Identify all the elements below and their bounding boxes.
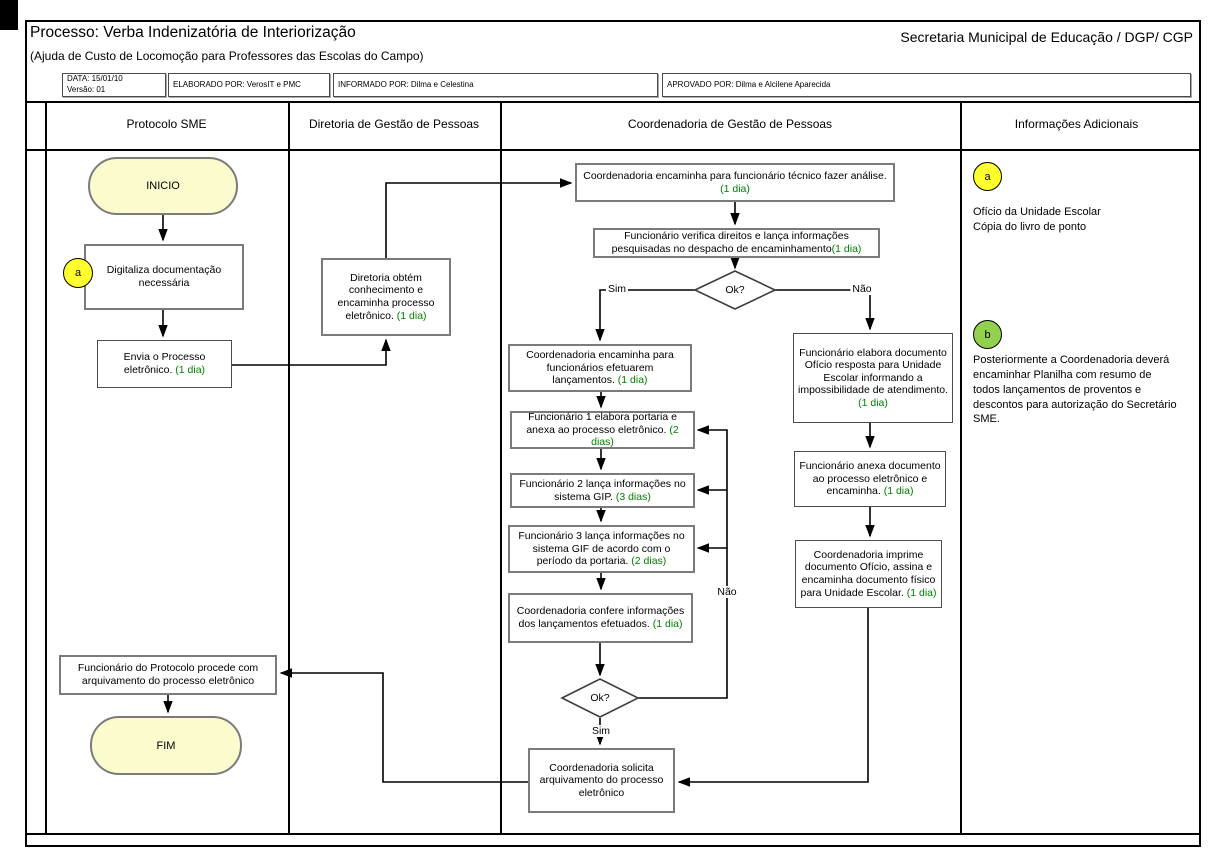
badge-a-digitaliza-label: a <box>74 267 82 279</box>
process-solicita-arquivamento <box>528 748 675 813</box>
connector-envia-diretoria <box>232 340 386 365</box>
process-encaminha-tecnico <box>575 163 895 202</box>
meta-date: DATA: 15/01/10 <box>67 74 123 84</box>
process-digitaliza <box>84 244 244 310</box>
organization-title: Secretaria Municipal de Educação / DGP/ CGP <box>900 29 1193 45</box>
edge-label-nao2: Não <box>717 586 737 598</box>
process-func1-portaria-label: Funcionário 1 elabora portaria e anexa ao processo eletrônico. (2 dias) <box>526 411 679 449</box>
duration-label: (1 dia) <box>858 396 888 409</box>
process-envia-label: Envia o Processo eletrônico. (1 dia) <box>123 351 206 376</box>
lane-header-protocolo: Protocolo SME <box>126 117 207 131</box>
meta-elaborado: ELABORADO POR: VerosIT e PMC <box>168 73 330 97</box>
annotation-a-line2: Cópia do livro de ponto <box>973 220 1087 233</box>
decision-ok2-label: Ok? <box>590 692 610 704</box>
meta-aprovado: APROVADO POR: Dilma e Alcilene Aparecida <box>662 73 1191 97</box>
edge-label-sim2: Sim <box>591 725 611 737</box>
process-encaminha-tecnico-label: Coordenadoria encaminha para funcionário técnico fazer análise. (1 dia) <box>583 169 887 195</box>
process-confere <box>508 593 693 643</box>
process-elabora-oficio-label: Funcionário elabora documento Ofício resposta para Unidade Escolar informando a impossibilidade de atendimento. (1 dia) <box>798 346 949 409</box>
process-digitaliza-label: Digitaliza documentação necessária <box>106 264 222 289</box>
duration-label: (1 dia) <box>906 586 937 599</box>
process-protocolo-arquiva-label: Funcionário do Protocolo procede com arquivamento do processo eletrônico <box>77 662 259 687</box>
connector-ok1-sim <box>600 290 695 340</box>
duration-label: (1 dia) <box>617 374 648 387</box>
annotation-a-text <box>973 205 1183 235</box>
annotation-b-text: Posteriormente a Coordenadoria deverá encaminhar Planilha com resumo de todos lançamentos de proventos e descontos para autorização do Secretário SME. <box>973 354 1177 426</box>
duration-label: (2 dias) <box>631 555 667 568</box>
lane-header-diretoria: Diretoria de Gestão de Pessoas <box>308 117 480 131</box>
badge-a-annotation <box>973 162 1002 191</box>
process-verifica-direitos-label: Funcionário verifica direitos e lança informações pesquisadas no despacho de encaminhamento(1 dia) <box>611 230 862 255</box>
edge-label-nao1: Não <box>852 283 872 295</box>
process-protocolo-arquiva <box>59 655 277 695</box>
process-encaminha-lancamentos <box>508 344 692 392</box>
duration-label: (1 dia) <box>652 618 683 630</box>
process-diretoria-obtem-label: Diretoria obtém conhecimento e encaminha processo eletrônico. (1 dia) <box>337 271 435 322</box>
duration-label: (3 dias) <box>615 490 651 503</box>
duration-label: (2 dias) <box>591 423 679 449</box>
connector-imprime-solicita <box>679 608 868 782</box>
process-imprime-oficio-label: Coordenadoria imprime documento Ofício, assina e encaminha documento físico para Unidade Escolar. (1 dia) <box>800 548 937 599</box>
lane-header-informacoes: Informações Adicionais <box>1014 117 1139 131</box>
duration-label: (1 dia) <box>396 309 427 322</box>
badge-b-annotation <box>973 320 1002 349</box>
edge-label-sim1: Sim <box>607 283 627 295</box>
badge-a-annotation-label: a <box>984 170 991 183</box>
duration-label: (1 dia) <box>883 485 914 498</box>
process-elabora-oficio <box>793 333 953 423</box>
duration-label: (1 dia) <box>831 243 862 255</box>
connector-diretoria-encaminha-tecnico <box>386 183 571 258</box>
page-subtitle: (Ajuda de Custo de Locomoção para Professores das Escolas do Campo) <box>30 49 424 63</box>
process-func3-gif-label: Funcionário 3 lança informações no sistema GIF de acordo com o período da portaria. (2 dias) <box>518 530 685 568</box>
process-verifica-direitos <box>593 228 880 258</box>
process-envia <box>97 340 232 388</box>
process-confere-label: Coordenadoria confere informações dos lançamentos efetuados. (1 dia) <box>516 605 685 630</box>
process-func3-gif <box>508 525 695 573</box>
process-anexa-documento-label: Funcionário anexa documento ao processo eletrônico e encaminha. (1 dia) <box>799 460 941 498</box>
end-node <box>90 716 242 775</box>
process-diretoria-obtem <box>321 258 451 336</box>
connector-ok1-nao <box>775 290 870 329</box>
decision-ok1-label: Ok? <box>725 284 745 296</box>
meta-version: Versão: 01 <box>67 85 106 94</box>
process-anexa-documento <box>794 451 946 507</box>
connector-solicita-protocolo <box>281 673 528 782</box>
process-solicita-arquivamento-label: Coordenadoria solicita arquivamento do processo eletrônico <box>539 761 664 799</box>
duration-label: (1 dia) <box>175 364 206 376</box>
lane-header-coordenadoria: Coordenadoria de Gestão de Pessoas <box>627 117 833 131</box>
page-title: Processo: Verba Indenizatória de Interiorização <box>30 24 356 41</box>
process-func2-gip-label: Funcionário 2 lança informações no sistema GIP. (3 dias) <box>519 477 686 503</box>
meta-informado: INFORMADO POR: Dilma e Celestina <box>333 73 658 97</box>
duration-label: (1 dia) <box>720 182 750 195</box>
process-encaminha-lancamentos-label: Coordenadoria encaminha para funcionários efetuarem lançamentos. (1 dia) <box>526 349 674 387</box>
annotation-a-line1: Ofício da Unidade Escolar <box>973 206 1101 218</box>
start-label: INICIO <box>146 180 180 192</box>
process-func1-portaria <box>510 411 695 449</box>
start-node <box>88 157 238 215</box>
process-func2-gip <box>510 473 695 508</box>
badge-a-digitaliza <box>63 258 93 288</box>
process-imprime-oficio <box>795 540 942 608</box>
end-label: FIM <box>156 739 176 752</box>
badge-b-annotation-label: b <box>984 328 991 341</box>
